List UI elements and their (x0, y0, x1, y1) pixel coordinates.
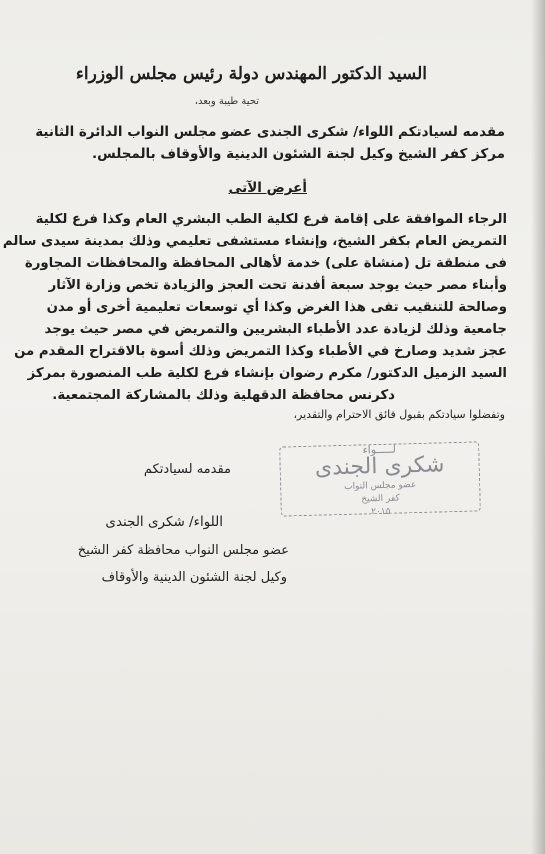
body-line: دكرنس محافظة الدقهلية وذلك بالمشاركة المجتمعية. (52, 388, 395, 403)
intro-line-1: مقدمه لسيادتكم اللواء/ شكرى الجندى عضو مجلس النواب الدائرة الثانية (35, 124, 505, 140)
body-line: فى منطقة تل (منشاة على) خدمة لأهالى المحافظة والمحافظات المجاورة (24, 256, 507, 271)
addressee-title: السيد الدكتور المهندس دولة رئيس مجلس الوزراء (75, 64, 427, 84)
body-line: عجز شديد وصارخ في الأطباء وكذا التمريض وذلك أسوة بالاقتراح المقدم من (14, 344, 507, 359)
signature-title-1: عضو مجلس النواب محافظة كفر الشيخ (77, 543, 289, 558)
body-line: وصالحة للتنقيب تفى هذا الغرض وكذا أي توسعات تعليمية أخرى أو مدن (46, 300, 507, 315)
body-line: الرجاء الموافقة على إقامة فرع لكلية الطب البشري العام وكذا فرع لكلية (35, 212, 507, 227)
stamp-name: شكرى الجندى (314, 452, 445, 481)
intro-line-2: مركز كفر الشيخ وكيل لجنة الشئون الدينية والأوقاف بالمجلس. (91, 146, 505, 162)
section-heading: أعرض الآتى (228, 180, 307, 196)
body-line: وأبناء مصر حيث يوجد سبعة أفدنة تحت العجز والزيادة تخص وزارة الآثار (48, 278, 507, 293)
body-line: التمريض العام بكفر الشيخ، وإنشاء مستشفى تعليمي وذلك بمدينة سيدى سالم (2, 234, 507, 249)
signature-title-2: وكيل لجنة الشئون الدينية والأوقاف (101, 570, 287, 585)
page-edge-shadow (531, 0, 545, 854)
stamp-year: ٢٠١٥ (371, 506, 391, 518)
signature-name: اللواء/ شكرى الجندى (105, 514, 223, 530)
stamp-line: كفر الشيخ (361, 493, 400, 505)
body-line: السيد الزميل الدكتور/ مكرم رضوان بإنشاء فرع لكلية طب المنصورة بمركز (27, 366, 507, 381)
body-line: جامعية وذلك لزيادة عدد الأطباء البشريين والتمريض في مصر حيث يوجد (44, 322, 507, 337)
signature-presented: مقدمه لسيادتكم (143, 462, 231, 477)
official-stamp (279, 441, 481, 516)
greeting-line: تحية طيبة وبعد، (194, 96, 259, 107)
stamp-line: عضو مجلس النواب (343, 480, 417, 492)
stamp-line: لـــــواء (362, 442, 397, 457)
closing-line: وتفضلوا سيادتكم بقبول فائق الاحترام والتقدير، (293, 408, 505, 421)
